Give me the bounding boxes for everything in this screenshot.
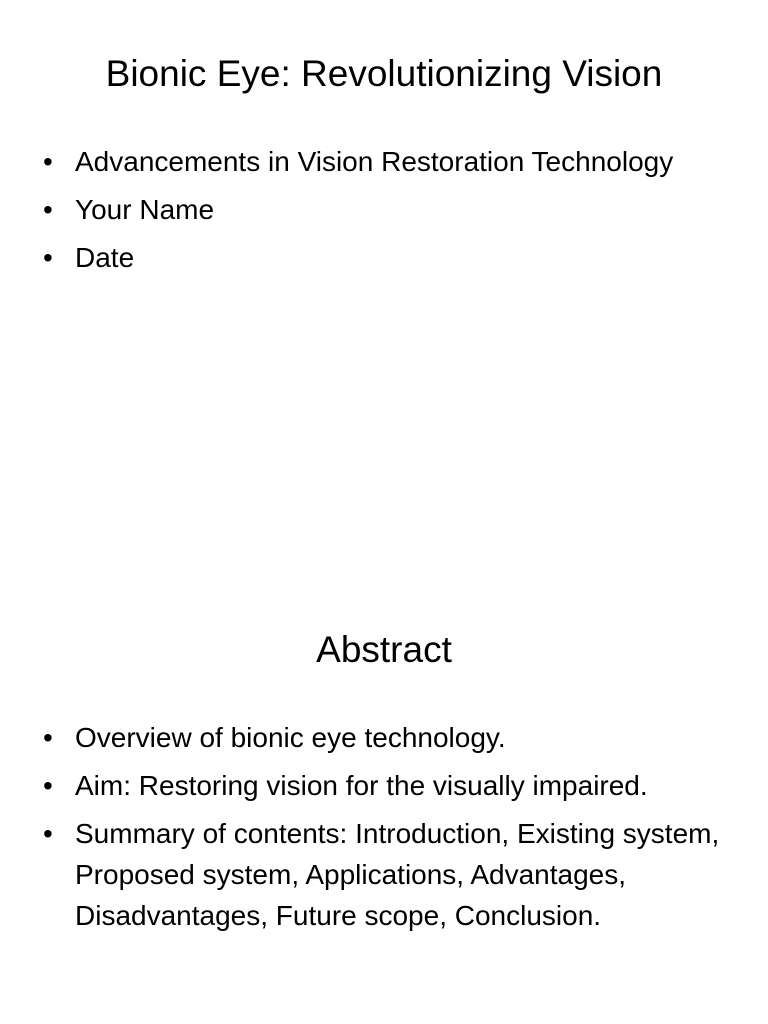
bullet-list <box>38 141 738 285</box>
slide-title: Bionic Eye: Revolutionizing Vision <box>105 53 663 94</box>
list-item-text: Overview of bionic eye technology. <box>75 722 506 753</box>
bullet-icon: • <box>43 242 53 273</box>
bullet-icon: • <box>43 770 53 801</box>
list-item-text: Your Name <box>75 194 215 225</box>
list-item-text: Summary of contents: Introduction, Existing system, Proposed system, Applications, Advantages, Disadvantages, Future scope, Conclusion. <box>75 818 720 931</box>
bullet-icon: • <box>43 194 53 225</box>
list-item <box>38 237 738 278</box>
list-item <box>38 765 738 806</box>
bullet-icon: • <box>43 722 53 753</box>
list-item <box>38 813 738 936</box>
list-item <box>38 717 738 758</box>
bullet-icon: • <box>43 818 53 849</box>
slide-title: Abstract <box>316 629 452 670</box>
slide-abstract <box>0 576 768 1024</box>
list-item <box>38 189 738 230</box>
list-item-text: Date <box>75 242 135 273</box>
bullet-list <box>38 717 738 943</box>
bullet-icon: • <box>43 146 53 177</box>
list-item <box>38 141 738 182</box>
list-item-text: Aim: Restoring vision for the visually impaired. <box>75 770 648 801</box>
list-item-text: Advancements in Vision Restoration Technology <box>75 146 674 177</box>
